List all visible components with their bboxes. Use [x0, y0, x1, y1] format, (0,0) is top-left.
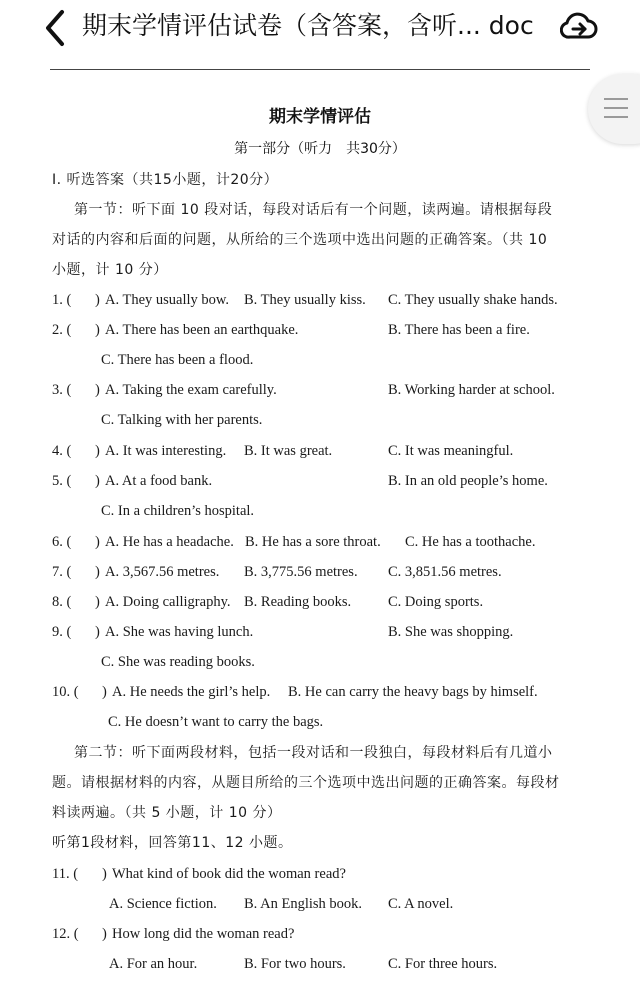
question-8: [0, 592, 640, 612]
option-b: B. He has a sore throat.: [245, 534, 381, 550]
option-a: A. 3,567.56 metres.: [105, 564, 220, 580]
answer-paren: ): [102, 684, 107, 700]
instruction-line: 第一节：听下面 10 段对话，每段对话后有一个问题，读两遍。请根据每段: [74, 202, 553, 218]
option-b: B. There has been a fire.: [388, 322, 530, 338]
option-c: C. There has been a flood.: [101, 352, 254, 368]
section-heading: I. 听选答案（共15小题，计20分）: [52, 172, 279, 188]
answer-paren: ): [95, 564, 100, 580]
option-a: A. Science fiction.: [109, 896, 217, 912]
option-c: C. It was meaningful.: [388, 443, 514, 459]
option-b: B. She was shopping.: [388, 624, 514, 640]
option-a: A. At a food bank.: [105, 473, 213, 489]
question-number: 5. (: [52, 473, 72, 489]
option-b: B. Reading books.: [244, 594, 352, 610]
option-a: A. She was having lunch.: [105, 624, 254, 640]
option-a: A. For an hour.: [109, 956, 198, 972]
option-a: A. He has a headache.: [105, 534, 234, 550]
answer-paren: ): [95, 473, 100, 489]
option-c: C. For three hours.: [388, 956, 498, 972]
question-5: [0, 471, 640, 491]
option-a: A. It was interesting.: [105, 443, 227, 459]
answer-paren: ): [95, 594, 100, 610]
question-1: [0, 290, 640, 310]
cloud-upload-icon[interactable]: [560, 10, 598, 44]
answer-paren: ): [102, 866, 107, 882]
question-number: 3. (: [52, 382, 72, 398]
question-number: 7. (: [52, 564, 72, 580]
option-b: B. He can carry the heavy bags by himself.: [288, 684, 538, 700]
instruction-line: 对话的内容和后面的问题，从所给的三个选项中选出问题的正确答案。（共 10: [52, 232, 548, 248]
question-3: [0, 380, 640, 400]
answer-paren: ): [95, 292, 100, 308]
question-number: 9. (: [52, 624, 72, 640]
option-c: C. They usually shake hands.: [388, 292, 558, 308]
option-a: A. There has been an earthquake.: [105, 322, 299, 338]
question-number: 11. (: [52, 866, 79, 882]
material-heading: 听第1段材料，回答第11、12 小题。: [52, 835, 293, 851]
question-number: 1. (: [52, 292, 72, 308]
option-c: C. Talking with her parents.: [101, 412, 263, 428]
option-a: A. Doing calligraphy.: [105, 594, 231, 610]
question-2: [0, 320, 640, 340]
top-bar: [0, 0, 640, 56]
back-arrow-icon[interactable]: [38, 8, 72, 48]
question-number: 2. (: [52, 322, 72, 338]
option-b: B. It was great.: [244, 443, 333, 459]
option-a: A. He needs the girl’s help.: [112, 684, 271, 700]
option-b: B. In an old people’s home.: [388, 473, 548, 489]
question-9: [0, 622, 640, 642]
question-number: 10. (: [52, 684, 79, 700]
menu-line: [604, 98, 628, 100]
question-number: 4. (: [52, 443, 72, 459]
question-6: [0, 532, 640, 552]
option-c: C. Doing sports.: [388, 594, 484, 610]
option-b: B. 3,775.56 metres.: [244, 564, 358, 580]
answer-paren: ): [95, 624, 100, 640]
option-b: B. For two hours.: [244, 956, 346, 972]
question-4: [0, 441, 640, 461]
option-c: C. In a children’s hospital.: [101, 503, 255, 519]
option-b: B. They usually kiss.: [244, 292, 366, 308]
option-c: C. A novel.: [388, 896, 454, 912]
answer-paren: ): [95, 322, 100, 338]
option-a: A. They usually bow.: [105, 292, 230, 308]
answer-paren: ): [95, 534, 100, 550]
option-a: A. Taking the exam carefully.: [105, 382, 277, 398]
instruction-line: 小题，计 10 分）: [52, 262, 168, 278]
instruction-line: 题。请根据材料的内容，从题目所给的三个选项中选出问题的正确答案。每段材: [52, 775, 560, 791]
option-c: C. He has a toothache.: [405, 534, 536, 550]
question-number: 12. (: [52, 926, 79, 942]
part-heading: 第一部分（听力 共30分）: [234, 141, 406, 157]
option-c: C. He doesn’t want to carry the bags.: [108, 714, 324, 730]
question-12: [0, 924, 640, 944]
question-10: [0, 682, 640, 702]
option-b: B. An English book.: [244, 896, 363, 912]
document-title: 期末学情评估: [269, 107, 371, 127]
file-title: 期末学情评估试卷（含答案，含听... doc: [82, 11, 534, 40]
instruction-line: 第二节：听下面两段材料，包括一段对话和一段独白，每段材料后有几道小: [74, 745, 553, 761]
answer-paren: ): [95, 382, 100, 398]
instruction-line: 料读两遍。（共 5 小题，计 10 分）: [52, 805, 282, 821]
option-b: B. Working harder at school.: [388, 382, 555, 398]
answer-paren: ): [95, 443, 100, 459]
option-c: C. 3,851.56 metres.: [388, 564, 502, 580]
question-11: [0, 864, 640, 884]
question-number: 6. (: [52, 534, 72, 550]
question-12-options: [0, 954, 640, 974]
question-stem: What kind of book did the woman read?: [112, 866, 346, 882]
answer-paren: ): [102, 926, 107, 942]
question-11-options: [0, 894, 640, 914]
option-c: C. She was reading books.: [101, 654, 255, 670]
question-stem: How long did the woman read?: [112, 926, 295, 942]
header-divider: [50, 69, 590, 70]
question-7: [0, 562, 640, 582]
question-number: 8. (: [52, 594, 72, 610]
